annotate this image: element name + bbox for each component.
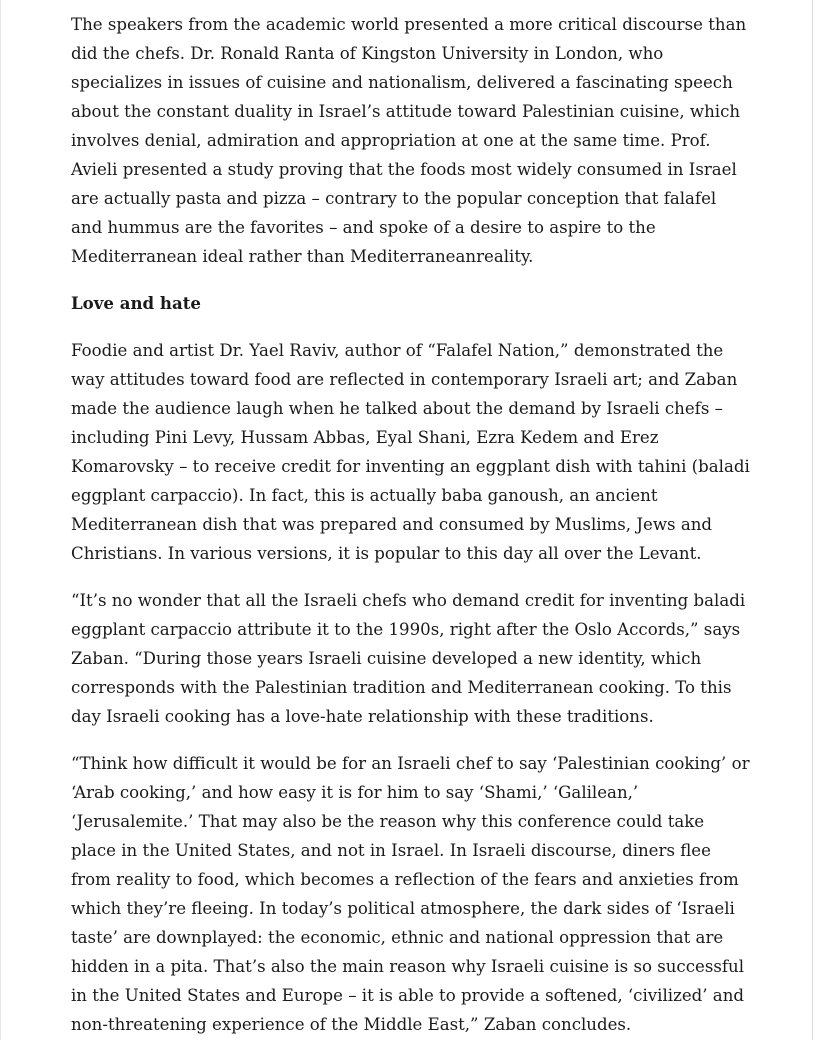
article-paragraph-yael-raviv: Foodie and artist Dr. Yael Raviv, author of “Falafel Nation,” demonstrated the way attitudes toward food are reflected in contemporary Israeli art; and Zaban made the audience laugh when he talked about the demand by Israeli chefs – including Pini Levy, Hussam Abbas, Eyal Shani, Ezra Kedem and Erez Komarovsky – to receive credit for inventing an eggplant dish with tahini (baladi eggplant carpaccio). In fact, this is actually baba ganoush, an ancient Mediterranean dish that was prepared and consumed by Muslims, Jews and Christians. In various versions, it is popular to this day all over the Levant.	[71, 341, 750, 563]
article-paragraph-oslo-accords: “It’s no wonder that all the Israeli chefs who demand credit for inventing baladi eggplant carpaccio attribute it to the 1990s, right after the Oslo Accords,” says Zaban. “During those years Israeli cuisine developed a new identity, which corresponds with the Palestinian tradition and Mediterranean cooking. To this day Israeli cooking has a love-hate relationship with these traditions.	[71, 591, 746, 726]
article-body	[71, 10, 751, 1057]
section-heading-love-and-hate: Love and hate	[71, 293, 201, 313]
article-paragraph-zaban-conclusion: “Think how difficult it would be for an Israeli chef to say ‘Palestinian cooking’ or ‘Arab cooking,’ and how easy it is for him to say ‘Shami,’ ‘Galilean,’ ‘Jerusalemite.’ That may also be the reason why this conference could take place in the United States, and not in Israel. In Israeli discourse, diners flee from reality to food, which becomes a reflection of the fears and anxieties from which they’re fleeing. In today’s political atmosphere, the dark sides of ‘Israeli taste’ are downplayed: the economic, ethnic and national oppression that are hidden in a pita. That’s also the main reason why Israeli cuisine is so successful in the United States and Europe – it is able to provide a softened, ‘civilized’ and non-threatening experience of the Middle East,” Zaban concludes.	[71, 754, 750, 1034]
article-paragraph-academics: The speakers from the academic world presented a more critical discourse than did the chefs. Dr. Ronald Ranta of Kingston University in London, who specializes in issues of cuisine and nationalism, delivered a fascinating speech about the constant duality in Israel’s attitude toward Palestinian cuisine, which involves denial, admiration and appropriation at one at the same time. Prof. Avieli presented a study proving that the foods most widely consumed in Israel are actually pasta and pizza – contrary to the popular conception that falafel and hummus are the favorites – and spoke of a desire to aspire to the Mediterranean ideal rather than Mediterraneanreality.	[71, 15, 747, 266]
